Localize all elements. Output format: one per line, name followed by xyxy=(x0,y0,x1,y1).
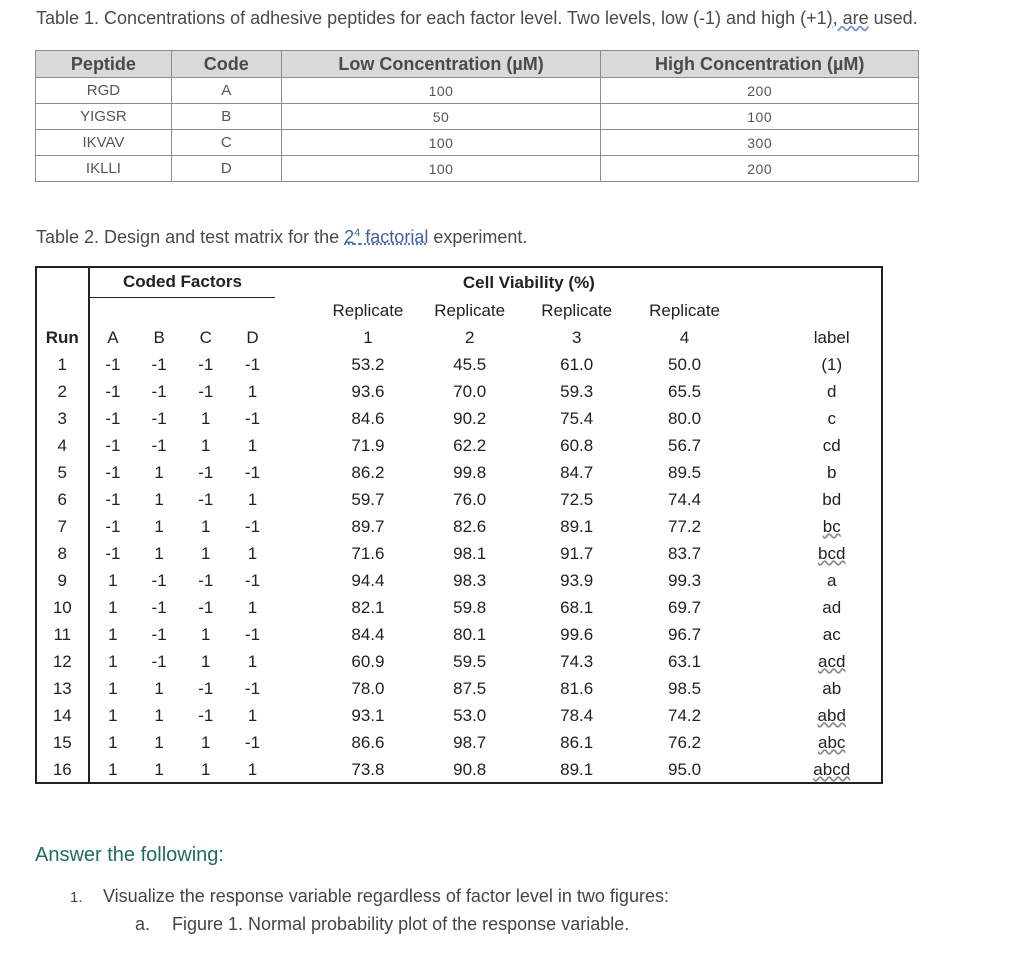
run-header: Run xyxy=(37,325,89,352)
design-row xyxy=(37,622,881,649)
header-peptide: Peptide xyxy=(36,51,172,78)
treatment-label-cell xyxy=(782,649,881,676)
replicate-1-cell: 71.6 xyxy=(351,544,385,563)
replicate-1-cell: 86.6 xyxy=(351,733,385,752)
design-row xyxy=(37,595,881,622)
replicate-4-word: Replicate xyxy=(649,300,720,320)
factor-d-cell: 1 xyxy=(247,706,258,725)
factor-b-cell: 1 xyxy=(154,733,164,752)
replicate-3-cell: 68.1 xyxy=(560,598,594,617)
replicate-2-number: 2 xyxy=(464,328,475,347)
replicate-4-cell: 63.1 xyxy=(668,652,702,671)
run-cell: 13 xyxy=(37,676,89,703)
replicate-2-cell: 59.5 xyxy=(453,652,487,671)
low-concentration-cell: 100 xyxy=(281,156,601,182)
low-concentration-cell: 50 xyxy=(281,104,601,130)
spacer xyxy=(275,406,319,433)
replicate-1-number: 1 xyxy=(363,328,373,347)
spacer xyxy=(739,595,783,622)
run-cell: 7 xyxy=(37,514,89,541)
spacer xyxy=(739,406,783,433)
factor-b-cell: -1 xyxy=(151,571,167,590)
spacer xyxy=(275,379,319,406)
run-cell: 1 xyxy=(37,352,89,379)
factor-a-cell: -1 xyxy=(105,517,121,536)
design-row xyxy=(37,460,881,487)
replicate-1-cell: 93.1 xyxy=(351,706,385,725)
treatment-label-cell xyxy=(782,406,881,433)
factor-b-cell: -1 xyxy=(151,598,167,617)
factor-c-cell: 1 xyxy=(201,544,211,563)
factor-c-cell: 1 xyxy=(201,517,211,536)
replicate-3-cell: 81.6 xyxy=(560,679,594,698)
treatment-label-cell xyxy=(782,379,881,406)
replicate-3-cell: 59.3 xyxy=(560,382,594,401)
spacer xyxy=(275,514,319,541)
factor-d-cell: 1 xyxy=(247,760,258,779)
spacer xyxy=(739,649,783,676)
design-row xyxy=(37,406,881,433)
treatment-label: abd xyxy=(817,706,846,725)
answer-heading: Answer the following: xyxy=(35,844,224,866)
spacer xyxy=(739,676,783,703)
factor-a-cell: -1 xyxy=(105,490,121,509)
treatment-label-cell xyxy=(782,433,881,460)
replicate-2-cell: 45.5 xyxy=(453,355,487,374)
spacer xyxy=(275,703,319,730)
spacer xyxy=(739,514,783,541)
factor-a-cell: -1 xyxy=(105,544,121,563)
replicate-4-cell: 98.5 xyxy=(668,679,702,698)
factor-b-cell: -1 xyxy=(151,382,167,401)
question-1-text: Visualize the response variable regardless of factor level in two figures: xyxy=(103,886,669,906)
factor-a-cell: -1 xyxy=(105,463,121,482)
replicate-4-cell: 77.2 xyxy=(668,517,702,536)
run-cell: 16 xyxy=(37,757,89,784)
replicate-1-cell: 82.1 xyxy=(351,598,385,617)
factor-c-cell: 1 xyxy=(201,652,211,671)
factor-d-cell: -1 xyxy=(244,733,261,752)
factor-b-cell: 1 xyxy=(154,760,164,779)
factor-d-cell: -1 xyxy=(244,571,261,590)
treatment-label-cell xyxy=(782,568,881,595)
replicate-1-word: Replicate xyxy=(332,300,404,320)
factor-b-cell: 1 xyxy=(154,679,164,698)
design-matrix-grid xyxy=(37,268,881,784)
spacer xyxy=(275,649,319,676)
design-row xyxy=(37,433,881,460)
treatment-label-cell xyxy=(782,514,881,541)
factor-d-cell: -1 xyxy=(244,625,261,644)
run-cell: 14 xyxy=(37,703,89,730)
replicate-1-cell: 59.7 xyxy=(351,490,385,509)
treatment-label: acd xyxy=(818,652,846,671)
run-cell: 8 xyxy=(37,541,89,568)
replicate-2-cell: 59.8 xyxy=(453,598,487,617)
spacer xyxy=(89,297,320,325)
run-cell: 3 xyxy=(37,406,89,433)
run-col-spacer xyxy=(37,268,89,297)
replicate-2-cell: 76.0 xyxy=(453,490,487,509)
replicate-2-cell: 53.0 xyxy=(453,706,487,725)
high-concentration-cell: 200 xyxy=(601,78,919,104)
factor-b-cell: 1 xyxy=(154,463,164,482)
code-cell: C xyxy=(171,130,281,156)
factor-a-cell: 1 xyxy=(108,571,118,590)
run-cell: 4 xyxy=(37,433,89,460)
treatment-label-cell xyxy=(782,541,881,568)
factor-c-header: C xyxy=(199,328,212,347)
table2-caption-prefix: Table 2. Design and test matrix for the xyxy=(36,227,345,247)
factor-a-cell: 1 xyxy=(108,679,118,698)
table1-caption-prefix: Table 1. Concentrations of adhesive peptides for each factor level. Two levels, low (-1) and high (+1 xyxy=(36,8,827,28)
run-cell: 2 xyxy=(37,379,89,406)
design-row xyxy=(37,757,881,784)
factor-a-cell: -1 xyxy=(105,355,121,374)
replicate-3-cell: 75.4 xyxy=(560,409,594,428)
treatment-label: b xyxy=(826,463,837,482)
replicate-1-cell: 89.7 xyxy=(351,517,385,536)
treatment-label-cell xyxy=(782,352,881,379)
design-matrix-table xyxy=(35,266,883,784)
treatment-label-cell xyxy=(782,460,881,487)
replicate-4-cell: 65.5 xyxy=(668,382,702,401)
spacer xyxy=(739,352,783,379)
replicate-4-number: 4 xyxy=(679,328,690,347)
high-concentration-cell: 100 xyxy=(601,104,919,130)
replicate-3-cell: 99.6 xyxy=(560,625,594,644)
spacer xyxy=(739,730,783,757)
spacer xyxy=(739,622,783,649)
factor-c-cell: -1 xyxy=(198,706,214,725)
factor-b-cell: -1 xyxy=(151,625,167,644)
factor-a-header: A xyxy=(107,328,119,347)
replicate-1-cell: 78.0 xyxy=(351,679,385,698)
replicate-2-cell: 90.2 xyxy=(453,409,487,428)
spacer xyxy=(739,433,783,460)
replicate-4-cell: 76.2 xyxy=(668,733,702,752)
factor-c-cell: 1 xyxy=(201,733,211,752)
low-concentration-cell: 100 xyxy=(281,78,601,104)
replicate-4-cell: 99.3 xyxy=(668,571,702,590)
header-high-concentration: High Concentration (µM) xyxy=(601,51,919,78)
table1-row xyxy=(36,104,919,130)
treatment-label-cell xyxy=(782,730,881,757)
run-cell: 10 xyxy=(37,595,89,622)
spacer xyxy=(275,730,319,757)
replicate-2-cell: 62.2 xyxy=(453,436,487,455)
replicate-1-cell: 93.6 xyxy=(351,382,385,401)
peptide-cell: RGD xyxy=(36,78,172,104)
treatment-label: ac xyxy=(822,625,841,644)
factor-a-cell: 1 xyxy=(108,733,118,752)
factor-a-cell: 1 xyxy=(108,652,118,671)
replicate-3-word: Replicate xyxy=(541,300,613,320)
table2-group-header-row xyxy=(37,268,881,297)
replicate-3-cell: 86.1 xyxy=(560,733,594,752)
replicate-3-cell: 78.4 xyxy=(560,706,594,725)
factor-c-cell: 1 xyxy=(201,760,211,779)
factor-a-cell: 1 xyxy=(108,760,118,779)
spacer xyxy=(739,297,881,325)
treatment-label: ad xyxy=(822,598,842,617)
column-header-row xyxy=(37,325,881,352)
spacer xyxy=(275,487,319,514)
factor-b-cell: -1 xyxy=(151,652,167,671)
factor-c-cell: -1 xyxy=(198,355,214,374)
spacer xyxy=(739,325,783,352)
spacer xyxy=(275,325,319,352)
design-row xyxy=(37,730,881,757)
table1-row xyxy=(36,156,919,182)
spacer xyxy=(739,541,783,568)
replicate-1-cell: 84.4 xyxy=(351,625,385,644)
factor-c-cell: -1 xyxy=(198,571,214,590)
replicate-3-cell: 84.7 xyxy=(560,463,594,482)
replicate-3-cell: 91.7 xyxy=(560,544,594,563)
factor-c-cell: -1 xyxy=(198,679,214,698)
treatment-label-cell xyxy=(782,757,881,784)
high-concentration-cell: 300 xyxy=(601,130,919,156)
spacer xyxy=(739,757,783,784)
low-concentration-cell: 100 xyxy=(281,130,601,156)
spacer xyxy=(739,703,783,730)
treatment-label: bcd xyxy=(818,544,846,563)
spacer xyxy=(275,595,319,622)
spacer xyxy=(739,568,783,595)
factor-b-cell: -1 xyxy=(151,409,167,428)
design-row xyxy=(37,514,881,541)
table1-header-row xyxy=(36,51,919,78)
replicate-3-cell: 72.5 xyxy=(560,490,594,509)
table1-row xyxy=(36,130,919,156)
header-code: Code xyxy=(171,51,281,78)
design-row xyxy=(37,703,881,730)
replicate-2-cell: 98.7 xyxy=(453,733,487,752)
factor-d-cell: 1 xyxy=(247,544,258,563)
table2-caption-suffix: experiment. xyxy=(428,227,528,247)
design-row xyxy=(37,541,881,568)
replicate-4-cell: 74.2 xyxy=(668,706,702,725)
factor-d-cell: 1 xyxy=(247,436,258,455)
replicate-4-cell: 69.7 xyxy=(668,598,702,617)
treatment-label: ab xyxy=(822,679,842,698)
spacer xyxy=(275,433,319,460)
replicate-2-cell: 70.0 xyxy=(453,382,487,401)
peptide-cell: IKLLI xyxy=(36,156,172,182)
replicate-1-cell: 86.2 xyxy=(351,463,385,482)
factor-b-cell: 1 xyxy=(154,544,164,563)
treatment-label-cell xyxy=(782,622,881,649)
factor-d-cell: -1 xyxy=(244,355,261,374)
replicate-3-cell: 89.1 xyxy=(560,760,594,779)
replicate-4-cell: 96.7 xyxy=(668,625,702,644)
run-col-spacer xyxy=(37,297,89,325)
replicate-1-cell: 53.2 xyxy=(351,355,385,374)
question-1a-letter: a. xyxy=(135,914,151,934)
question-1a xyxy=(135,914,629,935)
factor-c-cell: -1 xyxy=(198,490,214,509)
run-cell: 5 xyxy=(37,460,89,487)
replicate-3-cell: 74.3 xyxy=(560,652,594,671)
factor-c-cell: 1 xyxy=(201,436,211,455)
replicate-3-cell: 93.9 xyxy=(560,571,594,590)
factor-a-cell: 1 xyxy=(108,625,118,644)
replicate-1-cell: 71.9 xyxy=(351,436,385,455)
table1-caption-squiggle: ), are xyxy=(826,8,869,28)
design-row xyxy=(37,649,881,676)
factor-b-cell: 1 xyxy=(154,490,164,509)
replicate-2-cell: 90.8 xyxy=(453,760,487,779)
replicate-4-cell: 56.7 xyxy=(668,436,702,455)
factor-d-cell: 1 xyxy=(247,382,258,401)
spacer xyxy=(275,568,319,595)
replicate-1-cell: 84.6 xyxy=(351,409,385,428)
factor-d-cell: -1 xyxy=(244,517,261,536)
factor-b-cell: 1 xyxy=(154,517,164,536)
replicate-3-cell: 60.8 xyxy=(560,436,594,455)
run-cell: 9 xyxy=(37,568,89,595)
code-cell: B xyxy=(171,104,281,130)
replicate-1-cell: 60.9 xyxy=(351,652,385,671)
design-row xyxy=(37,379,881,406)
replicate-1-cell: 94.4 xyxy=(351,571,385,590)
treatment-label-cell xyxy=(782,487,881,514)
design-row xyxy=(37,676,881,703)
run-cell: 15 xyxy=(37,730,89,757)
factor-c-cell: -1 xyxy=(198,382,214,401)
treatment-label: abcd xyxy=(813,760,851,779)
treatment-label: (1) xyxy=(821,355,843,374)
peptide-cell: IKVAV xyxy=(36,130,172,156)
factor-b-cell: -1 xyxy=(151,436,167,455)
treatment-label: cd xyxy=(822,436,841,455)
factorial-exponent: 4 xyxy=(354,227,361,239)
spacer xyxy=(739,487,783,514)
replicate-1-cell: 73.8 xyxy=(351,760,385,779)
replicate-2-cell: 98.3 xyxy=(453,571,487,590)
factor-b-header: B xyxy=(153,328,165,347)
table1-caption-suffix: used. xyxy=(868,8,918,28)
spacer xyxy=(275,622,319,649)
factorial-base: 2 xyxy=(344,227,355,247)
factor-c-cell: -1 xyxy=(198,598,214,617)
spacer xyxy=(275,268,319,297)
run-cell: 12 xyxy=(37,649,89,676)
replicate-4-cell: 50.0 xyxy=(668,355,702,374)
peptide-cell: YIGSR xyxy=(36,104,172,130)
treatment-label-cell xyxy=(782,676,881,703)
factor-d-cell: -1 xyxy=(244,409,261,428)
replicate-4-cell: 89.5 xyxy=(668,463,702,482)
question-1a-text: Figure 1. Normal probability plot of the response variable. xyxy=(172,914,630,934)
factor-d-cell: 1 xyxy=(247,598,258,617)
code-cell: A xyxy=(171,78,281,104)
treatment-label: c xyxy=(827,409,836,428)
factor-a-cell: 1 xyxy=(108,706,118,725)
treatment-label: a xyxy=(826,571,837,590)
question-1 xyxy=(70,886,669,907)
replicate-2-cell: 99.8 xyxy=(453,463,487,482)
treatment-label: abc xyxy=(818,733,846,752)
factor-a-cell: -1 xyxy=(105,436,121,455)
replicate-2-cell: 82.6 xyxy=(453,517,487,536)
code-cell: D xyxy=(171,156,281,182)
design-row xyxy=(37,352,881,379)
treatment-label-cell xyxy=(782,595,881,622)
replicate-4-cell: 74.4 xyxy=(668,490,702,509)
factor-c-cell: 1 xyxy=(201,625,211,644)
factor-d-cell: 1 xyxy=(247,652,258,671)
factor-a-cell: -1 xyxy=(105,409,121,428)
spacer xyxy=(275,541,319,568)
question-1-number: 1. xyxy=(70,889,83,906)
factor-d-cell: -1 xyxy=(244,463,261,482)
treatment-label: bd xyxy=(822,490,842,509)
factor-b-cell: 1 xyxy=(154,706,164,725)
treatment-label: d xyxy=(826,382,837,401)
table2-caption xyxy=(36,227,527,248)
treatment-label: bc xyxy=(822,517,841,536)
replicate-2-word: Replicate xyxy=(434,300,506,320)
factor-d-header: D xyxy=(246,328,259,347)
treatment-label-cell xyxy=(782,703,881,730)
label-header: label xyxy=(813,328,850,347)
run-cell: 11 xyxy=(37,622,89,649)
spacer xyxy=(739,379,783,406)
factor-a-cell: -1 xyxy=(105,382,121,401)
factor-a-cell: 1 xyxy=(108,598,118,617)
spacer xyxy=(275,352,319,379)
peptide-concentration-table xyxy=(35,50,919,182)
table1-row xyxy=(36,78,919,104)
run-cell: 6 xyxy=(37,487,89,514)
high-concentration-cell: 200 xyxy=(601,156,919,182)
replicate-4-cell: 80.0 xyxy=(668,409,702,428)
factor-c-cell: -1 xyxy=(198,463,214,482)
header-low-concentration: Low Concentration (µM) xyxy=(281,51,601,78)
spacer xyxy=(275,460,319,487)
table1-caption xyxy=(36,8,918,29)
cell-viability-header: Cell Viability (%) xyxy=(462,272,595,292)
replicate-2-cell: 87.5 xyxy=(453,679,487,698)
factorial-link[interactable] xyxy=(344,227,428,247)
design-row xyxy=(37,487,881,514)
spacer xyxy=(275,757,319,784)
replicate-2-cell: 80.1 xyxy=(453,625,487,644)
replicate-word-row xyxy=(37,297,881,325)
replicate-3-cell: 61.0 xyxy=(560,355,594,374)
factorial-word: factorial xyxy=(360,227,429,247)
factor-c-cell: 1 xyxy=(201,409,211,428)
spacer xyxy=(739,268,881,297)
factor-d-cell: 1 xyxy=(247,490,258,509)
design-row xyxy=(37,568,881,595)
replicate-3-cell: 89.1 xyxy=(560,517,594,536)
factor-b-cell: -1 xyxy=(151,355,167,374)
replicate-3-number: 3 xyxy=(571,328,582,347)
replicate-2-cell: 98.1 xyxy=(453,544,487,563)
spacer xyxy=(739,460,783,487)
coded-factors-header: Coded Factors xyxy=(89,268,276,297)
factor-d-cell: -1 xyxy=(244,679,261,698)
replicate-4-cell: 95.0 xyxy=(668,760,702,779)
replicate-4-cell: 83.7 xyxy=(668,544,702,563)
spacer xyxy=(275,676,319,703)
